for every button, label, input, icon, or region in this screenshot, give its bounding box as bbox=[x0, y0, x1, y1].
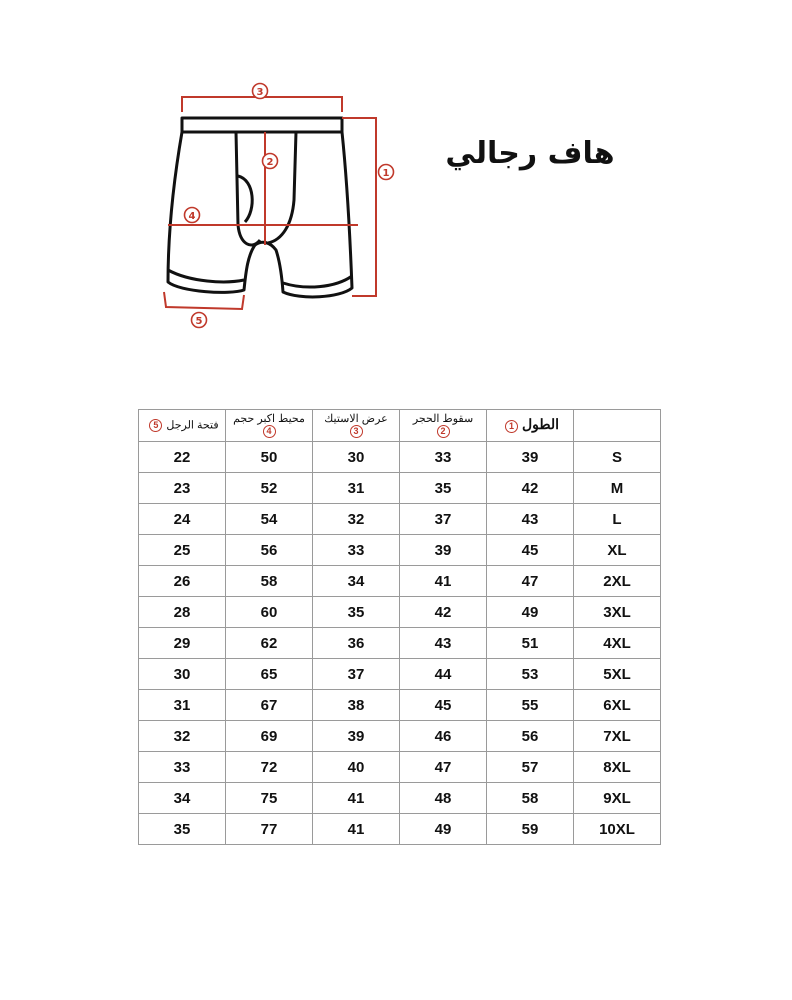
size-chart-table bbox=[138, 409, 661, 845]
measure-cell: 25 bbox=[139, 535, 226, 566]
measure-cell: 65 bbox=[226, 659, 313, 690]
measure-cell: 49 bbox=[400, 814, 487, 845]
measure-cell: 60 bbox=[226, 597, 313, 628]
size-cell: XL bbox=[574, 535, 661, 566]
marker-5: 5 bbox=[195, 316, 203, 327]
table-row bbox=[139, 721, 661, 752]
measure-cell: 47 bbox=[487, 566, 574, 597]
measure-cell: 23 bbox=[139, 473, 226, 504]
measure-cell: 57 bbox=[487, 752, 574, 783]
marker-3: 3 bbox=[256, 87, 264, 98]
measure-cell: 45 bbox=[487, 535, 574, 566]
measure-cell: 53 bbox=[487, 659, 574, 690]
header-cell-3 bbox=[313, 410, 400, 442]
measure-cell: 32 bbox=[313, 504, 400, 535]
size-cell: 2XL bbox=[574, 566, 661, 597]
table-row bbox=[139, 628, 661, 659]
table-row bbox=[139, 659, 661, 690]
size-cell: 6XL bbox=[574, 690, 661, 721]
measure-cell: 55 bbox=[487, 690, 574, 721]
measure-cell: 41 bbox=[313, 814, 400, 845]
measure-cell: 52 bbox=[226, 473, 313, 504]
measure-cell: 43 bbox=[487, 504, 574, 535]
measure-cell: 35 bbox=[139, 814, 226, 845]
measure-cell: 46 bbox=[400, 721, 487, 752]
measure-cell: 42 bbox=[487, 473, 574, 504]
measure-cell: 37 bbox=[313, 659, 400, 690]
measure-cell: 29 bbox=[139, 628, 226, 659]
table-row bbox=[139, 690, 661, 721]
measure-cell: 35 bbox=[313, 597, 400, 628]
measure-cell: 51 bbox=[487, 628, 574, 659]
table-row bbox=[139, 597, 661, 628]
size-cell: 5XL bbox=[574, 659, 661, 690]
measure-cell: 33 bbox=[139, 752, 226, 783]
table-row bbox=[139, 442, 661, 473]
measure-cell: 22 bbox=[139, 442, 226, 473]
measure-cell: 44 bbox=[400, 659, 487, 690]
measure-cell: 62 bbox=[226, 628, 313, 659]
measure-cell: 26 bbox=[139, 566, 226, 597]
table-row bbox=[139, 535, 661, 566]
table-row bbox=[139, 814, 661, 845]
measure-cell: 28 bbox=[139, 597, 226, 628]
measure-cell: 58 bbox=[226, 566, 313, 597]
measure-cell: 72 bbox=[226, 752, 313, 783]
measure-cell: 36 bbox=[313, 628, 400, 659]
marker-2: 2 bbox=[266, 157, 274, 168]
measure-cell: 39 bbox=[313, 721, 400, 752]
header-cell-1 bbox=[487, 410, 574, 442]
measure-cell: 50 bbox=[226, 442, 313, 473]
measure-cell: 35 bbox=[400, 473, 487, 504]
measure-cell: 47 bbox=[400, 752, 487, 783]
measure-cell: 40 bbox=[313, 752, 400, 783]
boxer-shorts-outline bbox=[168, 118, 352, 297]
measure-cell: 39 bbox=[400, 535, 487, 566]
measure-cell: 39 bbox=[487, 442, 574, 473]
size-cell: 7XL bbox=[574, 721, 661, 752]
size-cell: S bbox=[574, 442, 661, 473]
table-header-row bbox=[139, 410, 661, 442]
measure-cell: 56 bbox=[226, 535, 313, 566]
size-cell: M bbox=[574, 473, 661, 504]
header-cell-2 bbox=[400, 410, 487, 442]
measure-cell: 69 bbox=[226, 721, 313, 752]
measure-cell: 43 bbox=[400, 628, 487, 659]
measure-cell: 30 bbox=[139, 659, 226, 690]
measure-cell: 38 bbox=[313, 690, 400, 721]
table-row bbox=[139, 783, 661, 814]
header-marker: 2 bbox=[437, 425, 450, 438]
measure-cell: 48 bbox=[400, 783, 487, 814]
header-marker: 1 bbox=[505, 420, 518, 433]
table-row bbox=[139, 752, 661, 783]
measure-cell: 75 bbox=[226, 783, 313, 814]
size-cell: 9XL bbox=[574, 783, 661, 814]
measure-cell: 31 bbox=[313, 473, 400, 504]
table-row bbox=[139, 504, 661, 535]
measure-cell: 42 bbox=[400, 597, 487, 628]
measure-cell: 54 bbox=[226, 504, 313, 535]
measure-cell: 56 bbox=[487, 721, 574, 752]
boxer-shorts-diagram bbox=[0, 0, 792, 360]
header-cell-0 bbox=[574, 410, 661, 442]
measure-cell: 58 bbox=[487, 783, 574, 814]
measure-cell: 34 bbox=[139, 783, 226, 814]
measure-cell: 41 bbox=[313, 783, 400, 814]
size-cell: L bbox=[574, 504, 661, 535]
measurement-lines bbox=[164, 97, 376, 309]
header-cell-4 bbox=[226, 410, 313, 442]
measure-cell: 32 bbox=[139, 721, 226, 752]
size-cell: 4XL bbox=[574, 628, 661, 659]
header-label: سقوط الحجر bbox=[412, 413, 474, 425]
measure-cell: 34 bbox=[313, 566, 400, 597]
header-marker: 5 bbox=[149, 419, 162, 432]
measure-cell: 37 bbox=[400, 504, 487, 535]
measure-cell: 67 bbox=[226, 690, 313, 721]
table-row bbox=[139, 473, 661, 504]
header-marker: 4 bbox=[263, 425, 276, 438]
measure-cell: 49 bbox=[487, 597, 574, 628]
measure-cell: 24 bbox=[139, 504, 226, 535]
measure-cell: 31 bbox=[139, 690, 226, 721]
measure-cell: 77 bbox=[226, 814, 313, 845]
size-cell: 3XL bbox=[574, 597, 661, 628]
header-label: فتحة الرجل bbox=[166, 419, 219, 432]
marker-1: 1 bbox=[382, 168, 390, 179]
measure-cell: 33 bbox=[400, 442, 487, 473]
measure-cell: 45 bbox=[400, 690, 487, 721]
measure-cell: 59 bbox=[487, 814, 574, 845]
size-cell: 8XL bbox=[574, 752, 661, 783]
measure-cell: 30 bbox=[313, 442, 400, 473]
product-title: هاف رجالي bbox=[445, 136, 615, 171]
measure-cell: 41 bbox=[400, 566, 487, 597]
header-label: الطول bbox=[521, 416, 560, 433]
measure-cell: 33 bbox=[313, 535, 400, 566]
header-label: عرض الاستيك bbox=[324, 413, 388, 425]
size-cell: 10XL bbox=[574, 814, 661, 845]
table-row bbox=[139, 566, 661, 597]
header-label: محيط اكبر حجم bbox=[233, 413, 305, 425]
marker-4: 4 bbox=[188, 211, 196, 222]
header-cell-5 bbox=[139, 410, 226, 442]
header-marker: 3 bbox=[350, 425, 363, 438]
